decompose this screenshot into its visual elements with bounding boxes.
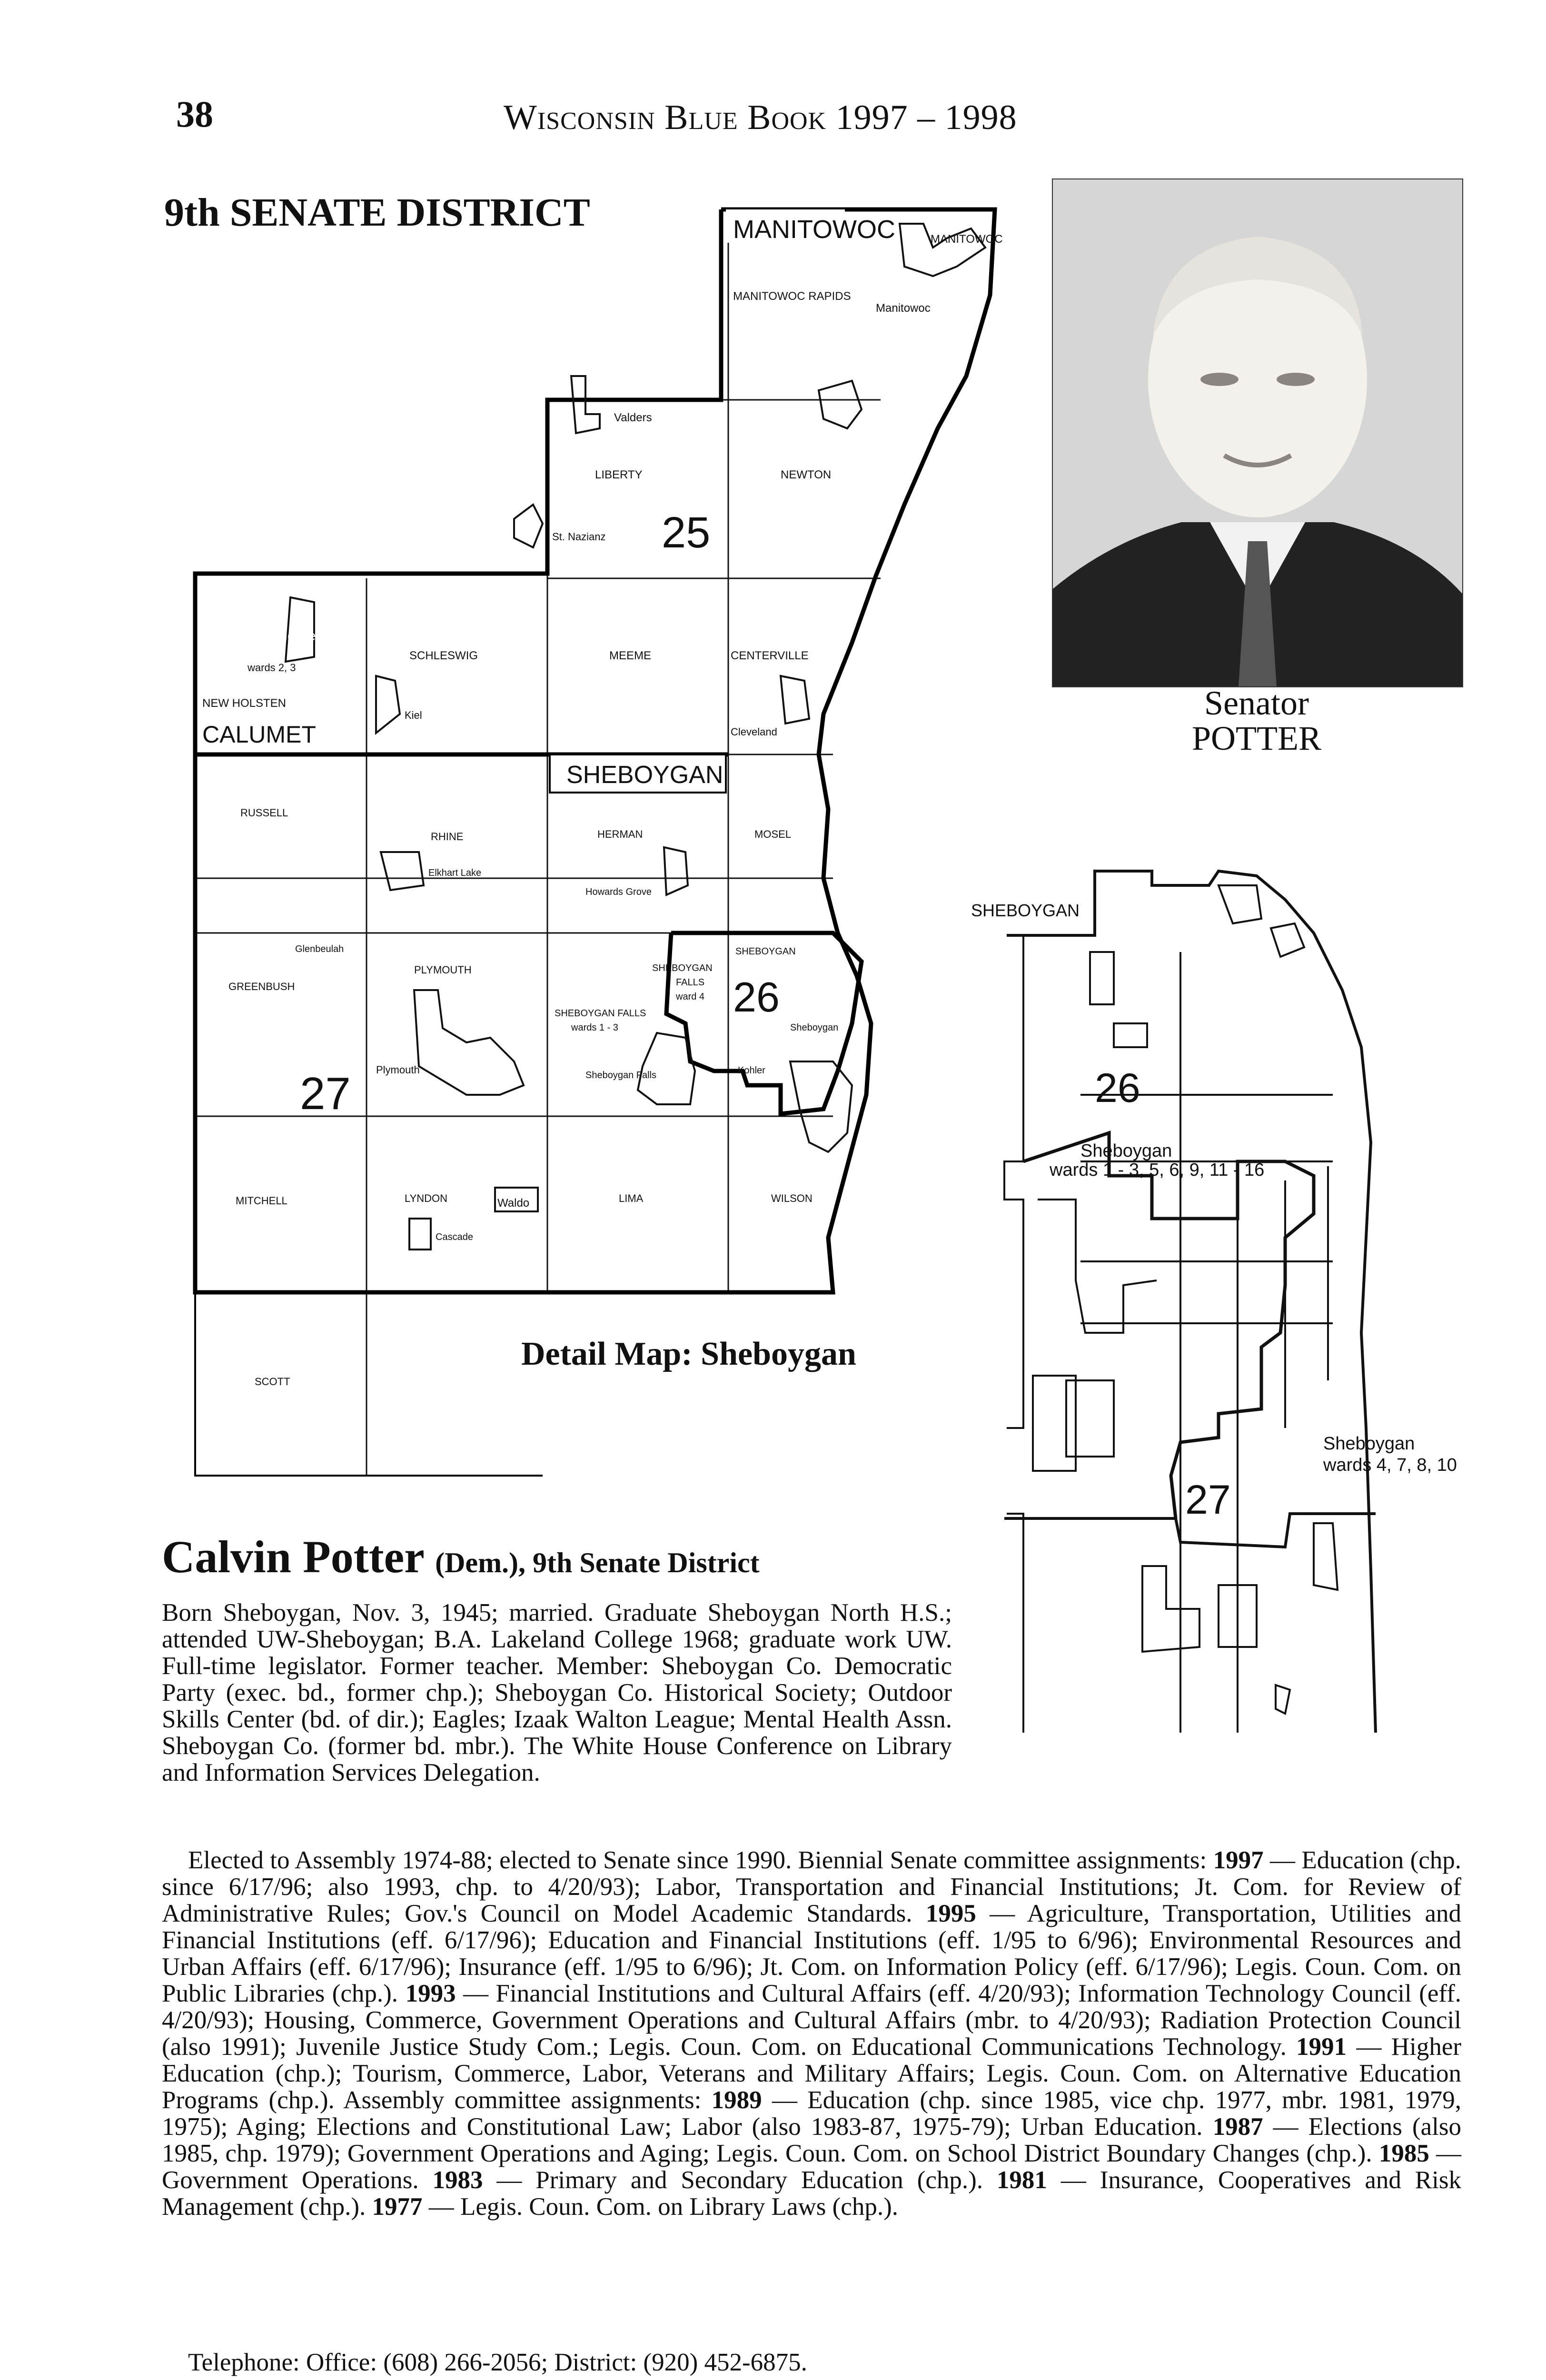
- place-label-sheboygan-falls-city: Sheboygan Falls: [585, 1070, 656, 1081]
- county-label-manitowoc: MANITOWOC: [733, 215, 895, 244]
- detail-label-wards-a-1: Sheboygan: [1080, 1141, 1172, 1161]
- detail-label-wards-b-1: Sheboygan: [1323, 1434, 1415, 1454]
- place-label-meeme: MEEME: [609, 649, 652, 662]
- place-label-howards-grove: Howards Grove: [585, 887, 652, 897]
- place-label-mosel: MOSEL: [754, 828, 792, 840]
- detail-label-wards-a-2: wards 1 - 3, 5, 6, 9, 11 - 16: [1050, 1160, 1265, 1180]
- year-1981: 1981: [996, 2166, 1047, 2194]
- place-label-wilson: WILSON: [771, 1192, 813, 1204]
- place-label-greenbush: GREENBUSH: [228, 981, 295, 992]
- district-number-27: 27: [300, 1068, 351, 1119]
- place-label-kiel: Kiel: [405, 709, 422, 721]
- district-number-26: 26: [733, 973, 780, 1021]
- text-1981: — Insurance, Cooperatives and Risk Management (chp.).: [162, 2166, 1461, 2221]
- year-1997: 1997: [1213, 1846, 1264, 1874]
- place-label-plymouth-town: PLYMOUTH: [414, 964, 472, 976]
- place-label-sf-ward4-c: ward 4: [676, 992, 705, 1002]
- place-label-sf-wards13-b: wards 1 - 3: [571, 1022, 618, 1033]
- name-text: Calvin Potter: [162, 1531, 424, 1582]
- place-label-sheboygan-town: SHEBOYGAN: [735, 946, 796, 957]
- district-title: 9th SENATE DISTRICT: [164, 190, 590, 235]
- place-label-elkhart-lake: Elkhart Lake: [428, 868, 482, 878]
- year-1991: 1991: [1296, 2033, 1347, 2061]
- text-1983: — Primary and Secondary Education (chp.).: [496, 2166, 983, 2194]
- text-1985: — Government Operations.: [162, 2140, 1461, 2194]
- place-label-valders: Valders: [614, 411, 652, 424]
- place-label-sf-ward4-a: SHEBOYGAN: [652, 963, 713, 973]
- senator-name: [162, 1530, 760, 1583]
- place-label-nh-wards: wards 2, 3: [248, 662, 296, 674]
- place-label-lima: LIMA: [619, 1192, 644, 1204]
- text-1977: — Legis. Coun. Com. on Library Laws (chp.).: [428, 2193, 898, 2221]
- place-label-manitowoc-rapids: MANITOWOC RAPIDS: [733, 290, 851, 303]
- year-1989: 1989: [711, 2086, 762, 2114]
- place-label-cleveland: Cleveland: [731, 726, 777, 738]
- contact-block: [188, 2347, 1224, 2380]
- year-1995: 1995: [925, 1900, 976, 1927]
- place-label-glenbeulah: Glenbeulah: [295, 944, 344, 954]
- place-label-sf-wards13-a: SHEBOYGAN FALLS: [555, 1008, 646, 1019]
- place-label-waldo: Waldo: [497, 1197, 530, 1210]
- text-1987: — Elections (also 1985, chp. 1979); Government Operations and Aging; Legis. Coun. Com. on School District Boundary Changes (chp.).: [162, 2113, 1462, 2167]
- detail-label-wards-b-2: wards 4, 7, 8, 10: [1323, 1455, 1457, 1475]
- district-boundary: [195, 209, 995, 1292]
- detail-map-title: Detail Map: Sheboygan: [521, 1336, 856, 1372]
- place-label-st-nazianz: St. Nazianz: [552, 531, 606, 543]
- place-label-liberty: LIBERTY: [595, 468, 643, 481]
- year-1983: 1983: [432, 2166, 483, 2194]
- place-label-russell: RUSSELL: [240, 807, 288, 819]
- text-1997: — Education (chp. since 6/17/96; also 1993, chp. to 4/20/93); Labor, Transportation and Financial Institutions; Jt. Com. for Review of Administrative Rules; Gov.'s Council on Model Academic Standards.: [162, 1846, 1462, 1927]
- year-1993: 1993: [405, 1980, 456, 2007]
- name-suffix: (Dem.), 9th Senate District: [435, 1547, 760, 1578]
- place-label-new-holstein: New Holstein: [248, 628, 326, 643]
- text-1993: — Financial Institutions and Cultural Affairs (eff. 4/20/93); Information Technology Council (eff. 4/20/93); Housing, Commerce, Government Operations and Cultural Affairs (mbr. to 4/20/93); Radiation Protection Council (also 1991); Juvenile Justice Study Com.; Legis. Coun. Com. on Educational Communications Technology.: [162, 1980, 1461, 2061]
- place-label-centerville: CENTERVILLE: [731, 649, 809, 662]
- detail-number-27: 27: [1185, 1477, 1231, 1523]
- county-label-calumet: CALUMET: [202, 721, 316, 748]
- place-label-cascade: Cascade: [436, 1232, 473, 1242]
- place-label-sheboygan-city: Sheboygan: [790, 1022, 839, 1033]
- photo-caption: [1052, 685, 1461, 756]
- telephone: Telephone: Office: (608) 266-2056; District: (920) 452-6875.: [188, 2349, 807, 2376]
- place-label-lyndon: LYNDON: [405, 1192, 448, 1204]
- committee-paragraph: [162, 1847, 1461, 2220]
- place-label-rhine: RHINE: [431, 831, 464, 843]
- running-head: Wisconsin Blue Book 1997 – 1998: [504, 98, 1017, 137]
- county-label-sheboygan: SHEBOYGAN: [566, 761, 723, 789]
- place-label-scott: SCOTT: [255, 1376, 290, 1388]
- voting-address: [188, 2378, 1224, 2380]
- detail-map: [1004, 871, 1376, 1733]
- place-label-plymouth-city: Plymouth: [376, 1064, 420, 1076]
- committee-text: [162, 1847, 1461, 2220]
- place-label-mitchell: MITCHELL: [236, 1195, 287, 1207]
- place-label-new-holsten: NEW HOLSTEN: [202, 697, 287, 710]
- text-1989: — Education (chp. since 1985, vice chp. 1977, mbr. 1981, 1979, 1975); Aging; Elections and Constitutional Law; Labor (also 1983-87, 1975-79); Urban Education.: [162, 2086, 1461, 2141]
- bio-paragraph: Born Sheboygan, Nov. 3, 1945; married. Graduate Sheboygan North H.S.; attended UW-Sheboygan; B.A. Lakeland College 1968; graduate work UW. Full-time legislator. Former teacher. Member: Sheboygan Co. Democratic Party (exec. bd., former chp.); Sheboygan Co. Historical Society; Outdoor Skills Center (bd. of dir.); Eagles; Izaak Walton League; Mental Health Assn. Sheboygan Co. (former bd. mbr.). The White House Conference on Library and Information Services Delegation.: [162, 1599, 952, 1786]
- district-number-25: 25: [662, 508, 711, 557]
- place-label-herman: HERMAN: [597, 828, 643, 840]
- year-1985: 1985: [1378, 2140, 1429, 2167]
- place-label-kohler: Kohler: [738, 1065, 765, 1076]
- year-1987: 1987: [1212, 2113, 1263, 2141]
- committee-intro: Elected to Assembly 1974-88; elected to Senate since 1990. Biennial Senate committee assignments:: [188, 1846, 1207, 1874]
- portrait-image: [1053, 179, 1462, 686]
- place-label-schleswig: SCHLESWIG: [409, 649, 478, 662]
- city-label-manitowoc-box: MANITOWOC: [931, 233, 1003, 246]
- place-label-sf-ward4-b: FALLS: [676, 977, 705, 988]
- place-label-newton: NEWTON: [781, 468, 832, 481]
- text-1995: — Agriculture, Transportation, Utilities and Financial Institutions (eff. 6/17/96); Education and Financial Institutions (eff. 1/95 to 6/96); Environmental Resources and Urban Affairs (eff. 6/17/96); Insurance (eff. 1/95 to 6/96); Jt. Com. on Information Policy (eff. 6/17/96); Legis. Coun. Com. on Public Libraries (chp.).: [162, 1900, 1462, 2007]
- detail-label-sheboygan: SHEBOYGAN: [971, 901, 1080, 920]
- text-1991: — Higher Education (chp.); Tourism, Commerce, Labor, Veterans and Military Affairs; Legis. Coun. Com. on Alternative Education Programs (chp.). Assembly committee assignments:: [162, 2033, 1461, 2114]
- senator-photo: [1052, 178, 1463, 687]
- town-shape: [571, 376, 600, 433]
- caption-line-2: POTTER: [1191, 719, 1321, 757]
- detail-number-26: 26: [1095, 1065, 1140, 1111]
- place-label-manitowoc: Manitowoc: [876, 302, 931, 315]
- caption-line-1: Senator: [1204, 684, 1309, 722]
- page-number: 38: [176, 93, 213, 135]
- year-1977: 1977: [372, 2193, 423, 2221]
